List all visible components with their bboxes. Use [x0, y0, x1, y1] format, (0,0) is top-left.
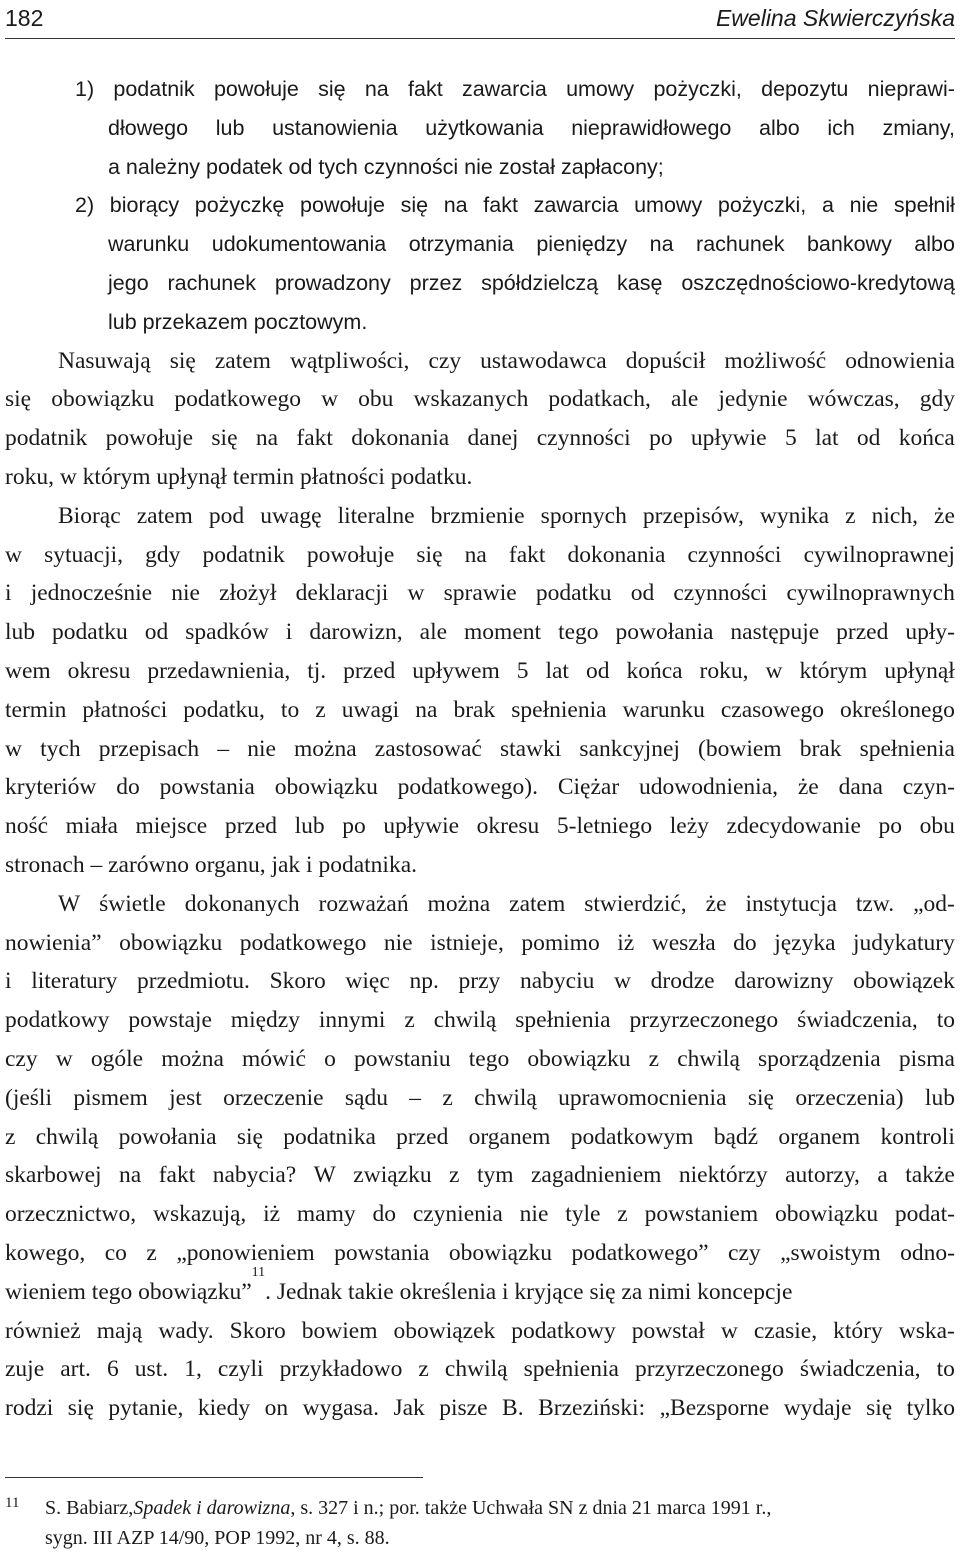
text-line: wem okresu przedawnienia, tj. przed upływem 5 lat od końca roku, w którym upłynął	[5, 657, 955, 684]
text-line: termin płatności podatku, to z uwagi na brak spełnienia warunku czasowego określonego	[5, 696, 955, 723]
text-line: podatkowy powstaje między innymi z chwilą spełnienia przyrzeczonego świadczenia, to	[5, 1007, 955, 1034]
text-line: ność miała miejsce przed lub po upływie okresu 5-letniego leży zdecydowanie po obu	[5, 813, 955, 840]
text-line: skarbowej na fakt nabycia? W związku z tym zagadnieniem niektórzy autorzy, a także	[5, 1162, 955, 1189]
list-line: dłowego lub ustanowienia użytkowania nieprawidłowego albo ich zmiany,	[108, 115, 955, 140]
text-line: w tych przepisach – nie można zastosować stawki sankcyjnej (bowiem brak spełnienia	[5, 735, 955, 762]
text-line: rodzi się pytanie, kiedy on wygasa. Jak pisze B. Brzeziński: „Bezsporne wydaje się tylko	[5, 1395, 955, 1422]
text-line: W świetle dokonanych rozważań można zatem stwierdzić, że instytucja tzw. „od-	[58, 890, 955, 917]
numbered-list	[5, 70, 955, 342]
text-line: również mają wady. Skoro bowiem obowiązek podatkowy powstał w czasie, który wska-	[5, 1317, 955, 1344]
paragraph	[5, 497, 955, 885]
text-line: orzecznictwo, wskazują, iż mamy do czynienia nie tyle z powstaniem obowiązku podat-	[5, 1201, 955, 1228]
running-header	[5, 0, 955, 39]
list-line: 1) podatnik powołuje się na fakt zawarcia umowy pożyczki, depozytu nieprawi-	[75, 77, 955, 101]
page-number: 182	[5, 5, 44, 31]
paragraph	[5, 885, 955, 1428]
list-line: jego rachunek prowadzony przez spółdzielczą kasę oszczędnościowo-kredytową	[108, 270, 955, 295]
text-line-with-footnote	[5, 1264, 955, 1312]
text-line: i jednocześnie nie złożył deklaracji w sprawie podatku od czynności cywilnoprawnych	[5, 580, 955, 607]
text-segment: . Jednak takie określenia i kryjące się za nimi koncepcje	[265, 1278, 793, 1305]
text-line: z chwilą powołania się podatnika przed organem podatkowym bądź organem kontroli	[5, 1123, 955, 1150]
text-line: nowienia” obowiązku podatkowego nie istnieje, pomimo iż weszła do języka judykatury	[5, 929, 955, 956]
list-line: warunku udokumentowania otrzymania pieniędzy na rachunek bankowy albo	[108, 232, 955, 257]
list-line: lub przekazem pocztowym.	[108, 309, 368, 334]
footnote-line	[5, 1493, 955, 1523]
footnote-reference[interactable]: 11	[251, 1264, 266, 1280]
text-line: podatnik powołuje się na fakt dokonania danej czynności po upływie 5 lat od końca	[5, 425, 955, 452]
footnote-text: S. Babiarz,	[45, 1497, 134, 1519]
main-text	[5, 70, 955, 1428]
text-line: roku, w którym upłynął termin płatności podatku.	[5, 463, 473, 490]
paragraph	[5, 342, 955, 497]
text-line: lub podatku od spadków i darowizn, ale moment tego powołania następuje przed upły-	[5, 619, 955, 646]
footnote	[5, 1493, 955, 1553]
text-line: kryteriów do powstania obowiązku podatkowego). Ciężar udowodnienia, że dana czyn-	[5, 774, 955, 801]
text-line: się obowiązku podatkowego w obu wskazanych podatkach, ale jedynie wówczas, gdy	[5, 386, 955, 413]
text-line: Nasuwają się zatem wątpliwości, czy ustawodawca dopuścił możliwość odnowienia	[58, 347, 955, 374]
footnote-line: sygn. III AZP 14/90, POP 1992, nr 4, s. 88.	[45, 1527, 390, 1549]
list-line: a należny podatek od tych czynności nie został zapłacony;	[108, 154, 664, 179]
text-line: Biorąc zatem pod uwagę literalne brzmienie spornych przepisów, wynika z nich, że	[58, 502, 955, 529]
text-line: w sytuacji, gdy podatnik powołuje się na fakt dokonania czynności cywilnoprawnej	[5, 541, 955, 568]
footnote-number: 11	[5, 1495, 20, 1511]
text-line: kowego, co z „ponowieniem powstania obowiązku podatkowego” czy „swoistym odno-	[5, 1239, 955, 1266]
text-segment: wieniem tego obowiązku”	[5, 1278, 252, 1305]
text-line: i literatury przedmiotu. Skoro więc np. przy nabyciu w drodze darowizny obowiązek	[5, 968, 955, 995]
footnote-text: , s. 327 i n.; por. także Uchwała SN z dnia 21 marca 1991 r.,	[290, 1497, 772, 1519]
text-line: stronach – zarówno organu, jak i podatnika.	[5, 851, 418, 878]
footnote-separator	[5, 1477, 423, 1478]
running-head-author: Ewelina Skwierczyńska	[715, 5, 955, 31]
text-line: czy w ogóle można mówić o powstaniu tego obowiązku z chwilą sporządzenia pisma	[5, 1045, 955, 1072]
list-line: 2) biorący pożyczkę powołuje się na fakt zawarcia umowy pożyczki, a nie spełnił	[75, 193, 955, 218]
text-line: zuje art. 6 ust. 1, czyli przykładowo z chwilą spełnienia przyrzeczonego świadczenia, to	[5, 1356, 955, 1383]
footnote-title: Spadek i darowizna	[133, 1497, 291, 1519]
text-line: (jeśli pismem jest orzeczenie sądu – z chwilą uprawomocnienia się orzeczenia) lub	[5, 1084, 955, 1111]
